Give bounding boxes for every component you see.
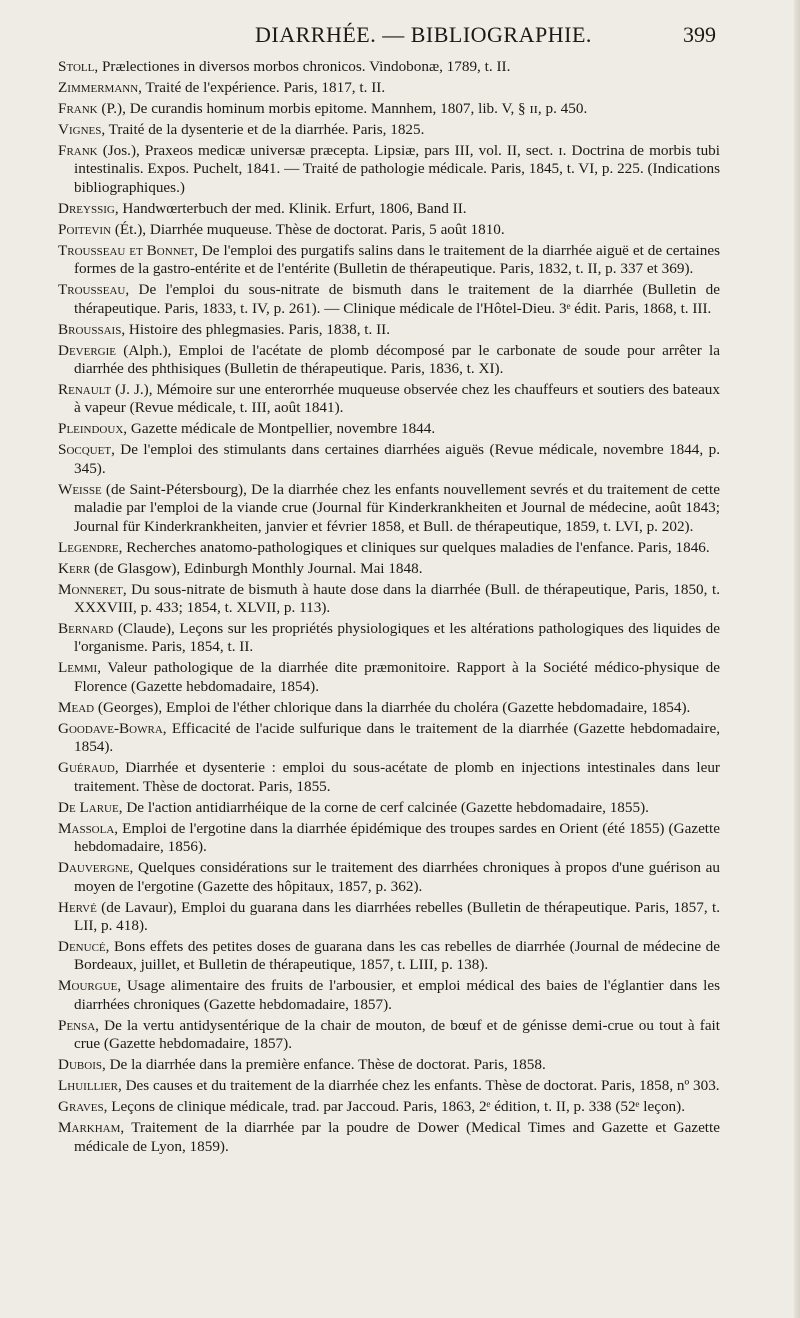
- entry-text: (de Glasgow), Edinburgh Monthly Journal. Mai 1848.: [90, 559, 423, 577]
- entry-author: Kerr: [58, 559, 91, 577]
- entry-author: Dreyssig: [58, 199, 115, 217]
- entry-text: , De la diarrhée dans la première enfance. Thèse de doctorat. Paris, 1858.: [101, 1056, 546, 1074]
- entry-text: (de Lavaur), Emploi du guarana dans les diarrhées rebelles (Bulletin de thérapeutique. Paris, 1857, t. LII, p. 418).: [74, 898, 720, 934]
- bibliography-entry: [58, 859, 720, 896]
- entry-text: , Des causes et du traitement de la diarrhée chez les enfants. Thèse de doctorat. Paris, 1858, nº 303.: [118, 1077, 720, 1095]
- entry-author: Dauvergne: [58, 859, 130, 877]
- entry-author: Broussais: [58, 320, 122, 338]
- entry-author: Dubois: [58, 1056, 102, 1074]
- bibliography-entry: [58, 820, 720, 857]
- bibliography-entry: [58, 899, 720, 936]
- bibliography-entry: [58, 100, 720, 118]
- bibliography-entry: [58, 321, 720, 339]
- entry-text: , Diarrhée et dysenterie : emploi du sous-acétate de plomb en injections intestinales dans leur traitement. Thèse de doctorat. Paris, 1855.: [74, 759, 720, 795]
- bibliography-entry: [58, 79, 720, 97]
- bibliography-entry: [58, 799, 720, 817]
- bibliography-entry: [58, 620, 720, 657]
- page-number: 399: [683, 22, 716, 47]
- entry-text: , Histoire des phlegmasies. Paris, 1838, t. II.: [121, 320, 391, 338]
- entry-text: (Jos.), Praxeos medicæ universæ præcepta. Lipsiæ, pars III, vol. II, sect. ɪ. Doctrina de morbis tubi intestinalis. Expos. Puchelt, 1841. — Traité de pathologie médicale. Paris, 1845, t. VI, p. 225. (Indications bibliographiques.): [74, 142, 720, 196]
- entry-text: , De la vertu antidysentérique de la chair de mouton, de bœuf et de génisse demi-crue ou tout à fait crue (Gazette hebdomadaire, 1857).: [74, 1016, 720, 1053]
- entry-author: Frank: [58, 142, 98, 159]
- entry-author: Frank: [58, 100, 98, 117]
- entry-text: , Usage alimentaire des fruits de l'arbousier, et emploi médical des baies de l'églantier dans les diarrhées chroniques (Gazette hebdomadaire, 1857).: [74, 977, 720, 1013]
- entry-author: Vignes: [58, 121, 102, 138]
- entry-text: (J. J.), Mémoire sur une enterorrhée muqueuse observée chez les chauffeurs et soutiers des bateaux à vapeur (Revue médicale, t. III, août 1841).: [74, 381, 720, 417]
- entry-text: , Handwœrterbuch der med. Klinik. Erfurt, 1806, Band II.: [114, 199, 467, 217]
- bibliography-entry: [58, 1098, 720, 1116]
- bibliography-entry: [58, 420, 720, 438]
- entry-author: Pensa: [58, 1016, 96, 1034]
- entry-text: (Ét.), Diarrhée muqueuse. Thèse de doctorat. Paris, 5 août 1810.: [111, 220, 505, 238]
- bibliography-entry: [58, 938, 720, 975]
- entry-text: , Traité de l'expérience. Paris, 1817, t. II.: [138, 79, 386, 96]
- entry-text: , Du sous-nitrate de bismuth à haute dose dans la diarrhée (Bull. de thérapeutique, Paris, 1850, t. XXXVIII, p. 433; 1854, t. XLVII, p. 113).: [74, 580, 720, 617]
- bibliography-entry: [58, 659, 720, 696]
- entry-author: De Larue: [58, 798, 119, 816]
- bibliography-entry: [58, 121, 720, 139]
- entry-author: Lhuillier: [58, 1077, 118, 1095]
- entry-text: , De l'emploi du sous-nitrate de bismuth dans le traitement de la diarrhée (Bulletin de thérapeutique. Paris, 1833, t. IV, p. 261). — Clinique médicale de l'Hôtel-Dieu. 3ᵉ édit. Paris, 1868, t. III.: [74, 281, 720, 317]
- entry-author: Legendre: [58, 538, 119, 556]
- entry-author: Stoll: [58, 58, 95, 75]
- entry-author: Trousseau et Bonnet: [58, 241, 195, 259]
- entry-author: Renault: [58, 381, 112, 399]
- entry-text: (de Saint-Pétersbourg), De la diarrhée chez les enfants nouvellement sevrés et du traitement de cette maladie par l'emploi de la viande crue (Journal für Kinderkrankheiten et Journal de médecine, août 1843; Journal für Kinderkrankheiten, janvier et février 1858, et Bull. de thérapeutique, 1859, t. LVI, p. 202).: [74, 480, 720, 535]
- entry-text: , Gazette médicale de Montpellier, novembre 1844.: [123, 420, 436, 438]
- bibliography-entry: [58, 1077, 720, 1095]
- bibliography-entry: [58, 759, 720, 796]
- entry-author: Pleindoux: [58, 420, 124, 438]
- bibliography-entry: [58, 342, 720, 379]
- bibliography-entry: [58, 142, 720, 197]
- entry-author: Lemmi: [58, 659, 98, 677]
- bibliography-entry: [58, 281, 720, 318]
- bibliography-entry: [58, 977, 720, 1014]
- entry-text: (P.), De curandis hominum morbis epitome. Mannhem, 1807, lib. V, § ɪɪ, p. 450.: [97, 100, 588, 117]
- bibliography-entry: [58, 481, 720, 536]
- entry-author: Mourgue: [58, 977, 118, 995]
- running-title: DIARRHÉE. — BIBLIOGRAPHIE.: [255, 22, 592, 47]
- bibliography-entry: [58, 58, 720, 76]
- entry-text: , De l'emploi des stimulants dans certaines diarrhées aiguës (Revue médicale, novembre 1844, p. 345).: [74, 441, 720, 477]
- entry-author: Hervé: [58, 898, 97, 916]
- entry-text: (Georges), Emploi de l'éther chlorique dans la diarrhée du choléra (Gazette hebdomadaire, 1854).: [94, 698, 691, 716]
- entry-author: Zimmermann: [58, 79, 139, 96]
- entry-text: , Valeur pathologique de la diarrhée dite præmonitoire. Rapport à la Société médico-physique de Florence (Gazette hebdomadaire, 1854).: [74, 659, 720, 695]
- entry-author: Bernard: [58, 620, 114, 638]
- bibliography-entry: [58, 720, 720, 757]
- bibliography-entry: [58, 441, 720, 478]
- entry-author: Mead: [58, 698, 95, 716]
- entry-author: Goodave-Bowra: [58, 719, 163, 737]
- bibliography-entry: [58, 539, 720, 557]
- entry-text: , Recherches anatomo-pathologiques et cliniques sur quelques maladies de l'enfance. Paris, 1846.: [118, 538, 710, 556]
- entry-text: , Traité de la dysenterie et de la diarrhée. Paris, 1825.: [101, 121, 425, 138]
- entry-text: , De l'emploi des purgatifs salins dans le traitement de la diarrhée aiguë et de certaines formes de la gastro-entérite et de l'entérite (Bulletin de thérapeutique. Paris, 1832, t. II, p. 337 et 369).: [74, 241, 720, 278]
- entry-text: , De l'action antidiarrhéique de la corne de cerf calcinée (Gazette hebdomadaire, 1855).: [118, 798, 649, 816]
- entry-author: Markham: [58, 1119, 121, 1137]
- entry-author: Guéraud: [58, 759, 115, 777]
- bibliography-entry: [58, 221, 720, 239]
- entry-author: Monneret: [58, 580, 123, 598]
- entry-text: , Bons effets des petites doses de guarana dans les cas rebelles de diarrhée (Journal de médecine de Bordeaux, juillet, et Bulletin de thérapeutique, 1857, t. LIII, p. 138).: [74, 937, 720, 974]
- entry-text: , Leçons de clinique médicale, trad. par Jaccoud. Paris, 1863, 2ᵉ édition, t. II, p. 338 (52ᵉ leçon).: [103, 1098, 685, 1116]
- entry-author: Denucé: [58, 937, 106, 955]
- bibliography-entry: [58, 381, 720, 418]
- bibliography-entry: [58, 699, 720, 717]
- entry-text: , Efficacité de l'acide sulfurique dans le traitement de la diarrhée (Gazette hebdomadaire, 1854).: [74, 719, 720, 756]
- bibliography-entry: [58, 200, 720, 218]
- bibliography-entry: [58, 560, 720, 578]
- bibliography-entry: [58, 242, 720, 279]
- entry-text: (Claude), Leçons sur les propriétés physiologiques et les altérations pathologiques des liquides de l'organisme. Paris, 1854, t. II.: [74, 620, 720, 656]
- entry-text: (Alph.), Emploi de l'acétate de plomb décomposé par le carbonate de soude pour arrêter la diarrhée des phthisiques (Bulletin de thérapeutique. Paris, 1836, t. XI).: [74, 341, 720, 378]
- bibliography-entry: [58, 581, 720, 618]
- entry-author: Graves: [58, 1098, 104, 1116]
- entry-author: Weisse: [58, 480, 102, 498]
- page-header: [0, 22, 800, 56]
- bibliography-entry: [58, 1017, 720, 1054]
- entry-text: , Quelques considérations sur le traitement des diarrhées chroniques à propos d'une guérison au moyen de l'ergotine (Gazette des hôpitaux, 1857, p. 362).: [74, 859, 720, 895]
- entry-text: , Traitement de la diarrhée par la poudre de Dower (Medical Times and Gazette et Gazette médicale de Lyon, 1859).: [74, 1119, 720, 1155]
- bibliography-entry: [58, 1119, 720, 1156]
- bibliography-list: [58, 58, 720, 1159]
- entry-text: , Prælectiones in diversos morbos chronicos. Vindobonæ, 1789, t. II.: [94, 58, 511, 75]
- bibliography-entry: [58, 1056, 720, 1074]
- entry-text: , Emploi de l'ergotine dans la diarrhée épidémique des troupes sardes en Orient (été 1855) (Gazette hebdomadaire, 1856).: [74, 819, 720, 856]
- entry-author: Trousseau: [58, 281, 126, 299]
- entry-author: Socquet: [58, 441, 112, 459]
- entry-author: Poitevin: [58, 220, 112, 238]
- entry-author: Devergie: [58, 341, 117, 359]
- page-edge-shadow: [794, 0, 800, 1318]
- entry-author: Massola: [58, 819, 115, 837]
